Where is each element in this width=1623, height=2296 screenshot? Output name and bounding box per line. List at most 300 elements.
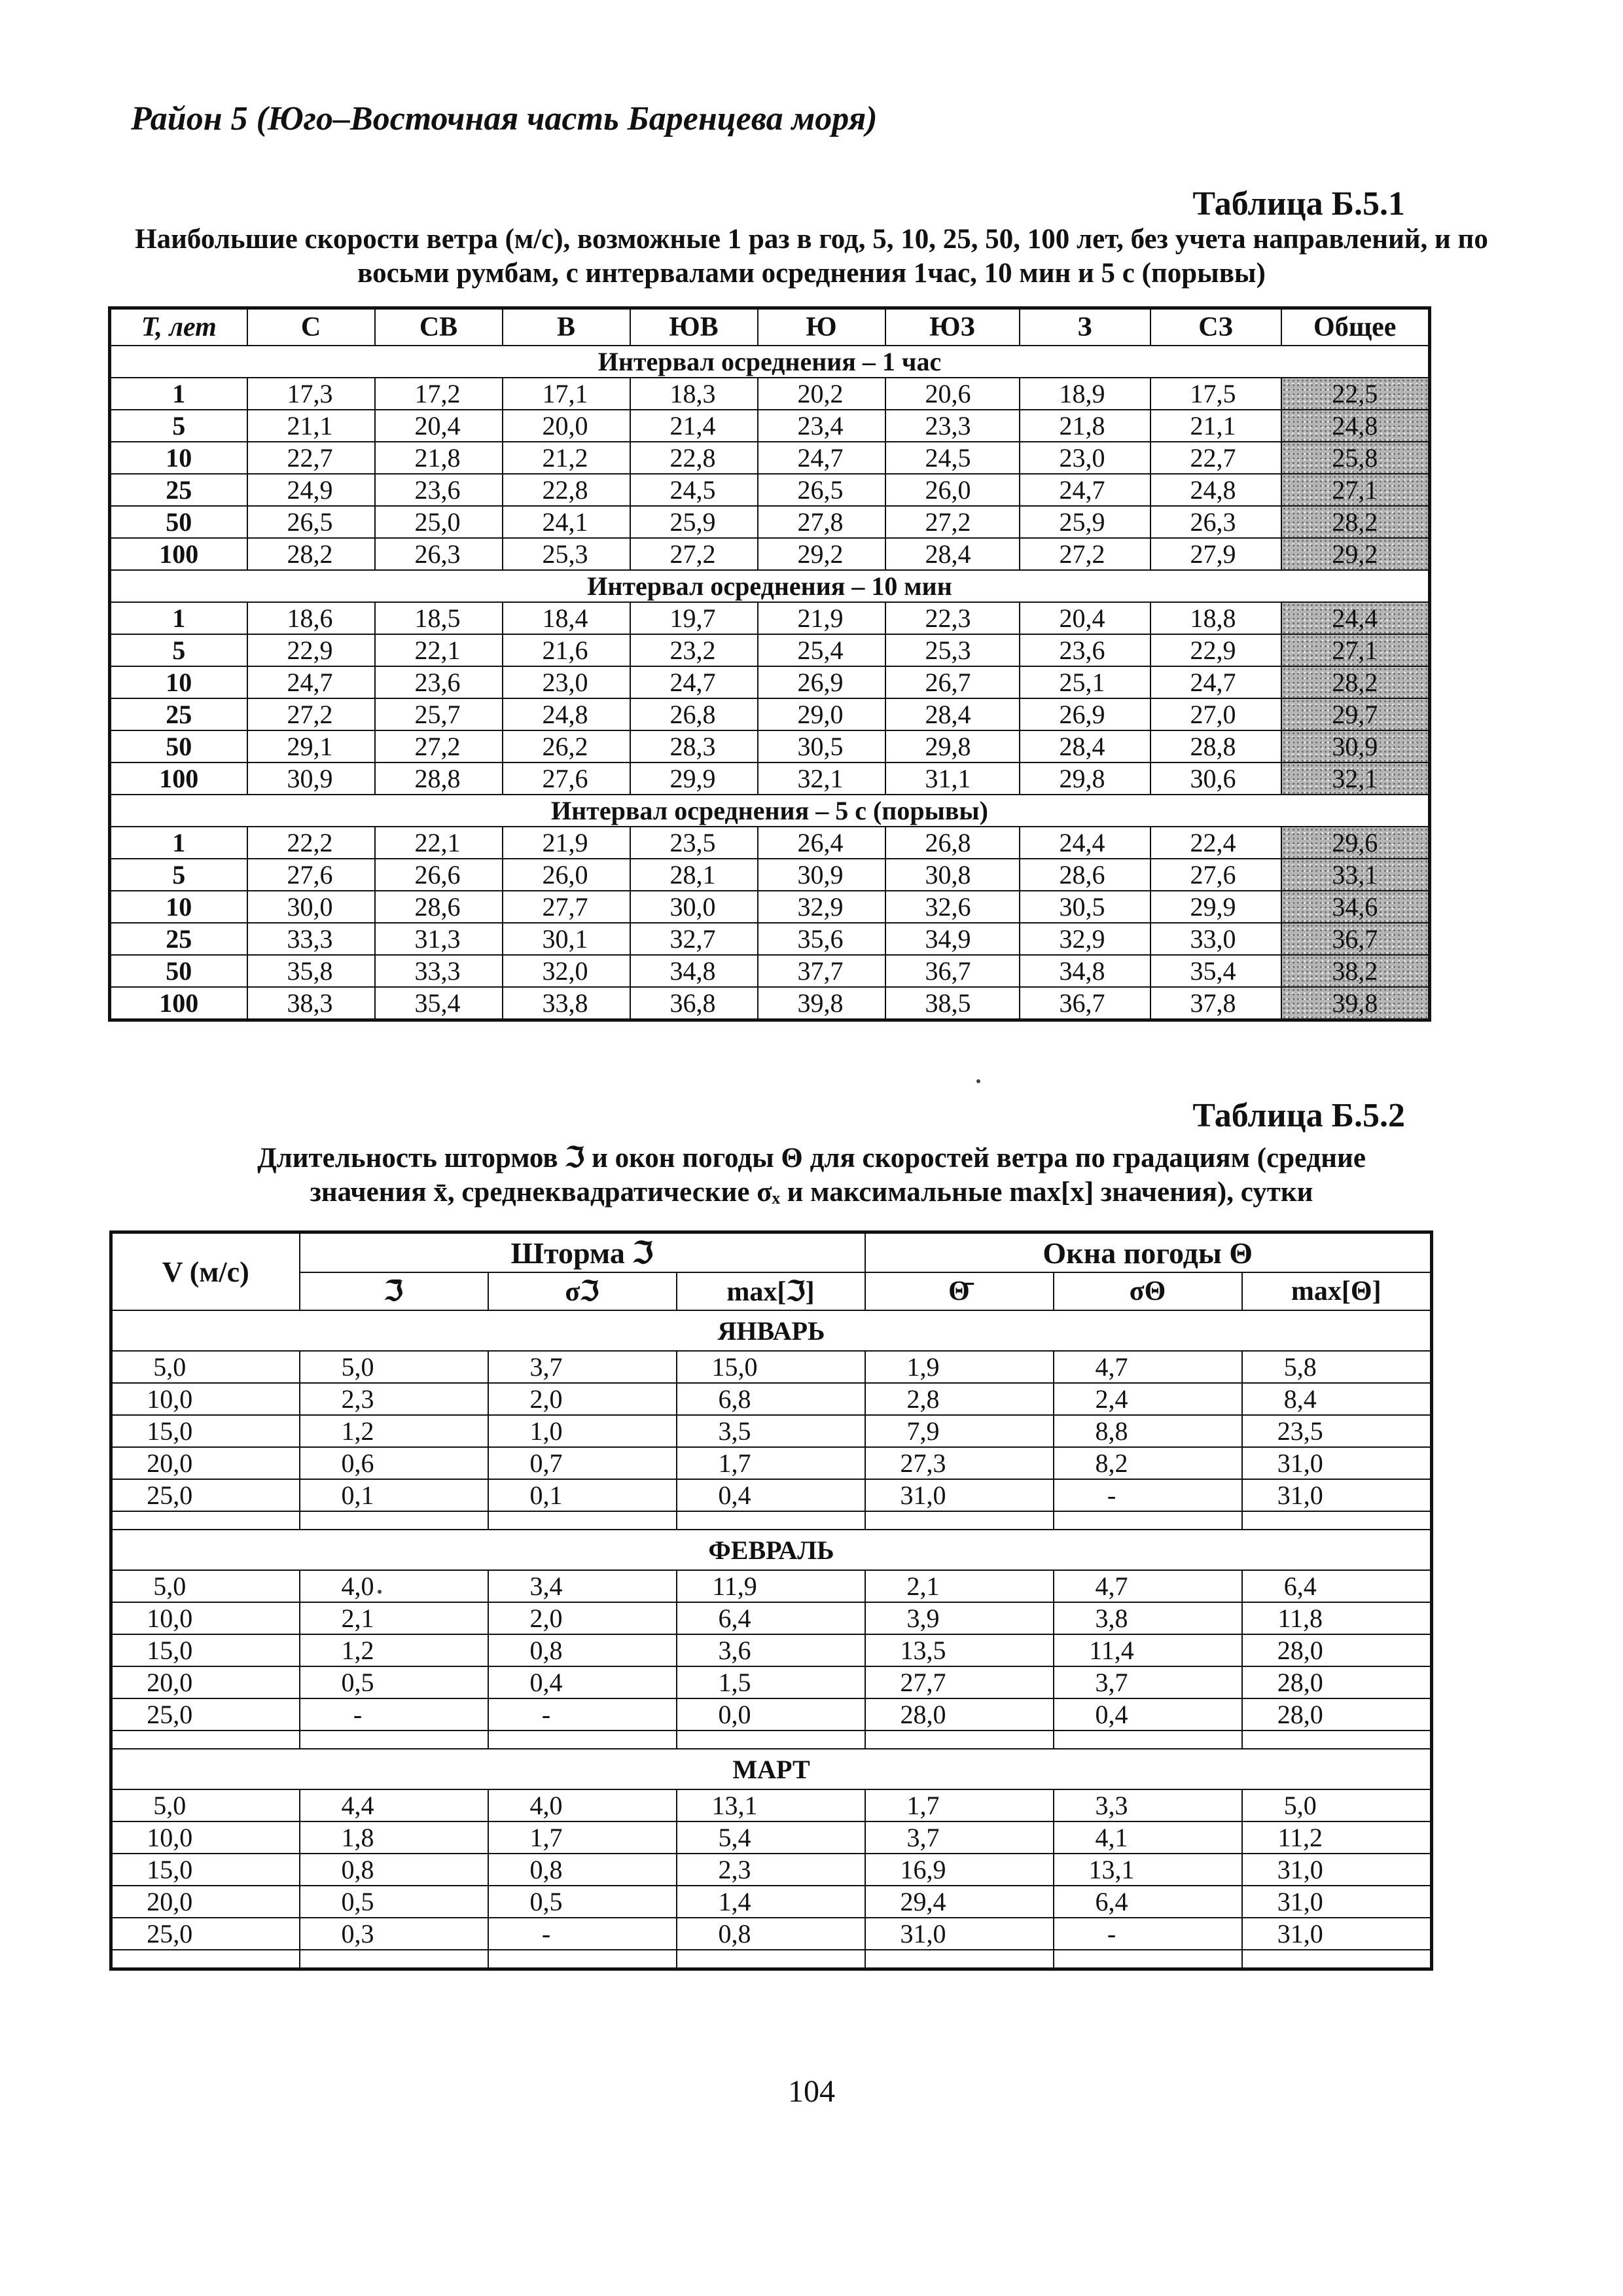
section-title: Интервал осреднения – 10 мин xyxy=(110,570,1430,602)
v-header: V (м/с) xyxy=(111,1232,300,1311)
table1-cell: 26,7 xyxy=(885,666,1020,698)
table1-cell: 21,1 xyxy=(247,410,375,442)
table1-cell: 20,6 xyxy=(885,378,1020,410)
table2-cell: 15,0 xyxy=(677,1351,865,1383)
table1-cell: 17,5 xyxy=(1150,378,1281,410)
table1-cell: 24,7 xyxy=(1150,666,1281,698)
table1-cell: 18,9 xyxy=(1020,378,1150,410)
table2-cell: 13,5 xyxy=(865,1634,1054,1666)
table2-cell: 0,5 xyxy=(300,1886,488,1918)
table1-cell: 24,8 xyxy=(1150,474,1281,506)
table2-cell: 8,8 xyxy=(1054,1415,1242,1447)
table1-cell: 26,9 xyxy=(1020,698,1150,730)
table1-cell: 27,6 xyxy=(1150,859,1281,891)
table2-cell: - xyxy=(488,1918,677,1950)
table1-cell: 29,1 xyxy=(247,730,375,762)
total-cell: 33,1 xyxy=(1281,859,1430,891)
table1-cell: 21,9 xyxy=(503,827,630,859)
table2-cell: 3,6 xyxy=(677,1634,865,1666)
table2-cell: 13,1 xyxy=(677,1789,865,1821)
table1-cell: 30,9 xyxy=(758,859,885,891)
table2-cell: 3,7 xyxy=(488,1351,677,1383)
table2-cell: 5,0 xyxy=(300,1351,488,1383)
table1-cell: 20,2 xyxy=(758,378,885,410)
table2-cell: - xyxy=(1054,1918,1242,1950)
table1-cell: 26,3 xyxy=(1150,506,1281,538)
table1-cell: 32,9 xyxy=(758,891,885,923)
scan-speck xyxy=(976,1079,980,1083)
table1-cell: 25,9 xyxy=(1020,506,1150,538)
table1-cell: 18,5 xyxy=(375,602,503,634)
table1-cell: 30,8 xyxy=(885,859,1020,891)
table1-cell: 18,6 xyxy=(247,602,375,634)
table1-cell: 22,1 xyxy=(375,827,503,859)
table1-header-cell: СВ xyxy=(375,308,503,346)
wind-speed-cell: 25,0 xyxy=(111,1918,300,1950)
table2-cell: 5,4 xyxy=(677,1821,865,1854)
table1-cell: 26,6 xyxy=(375,859,503,891)
table1-cell: 27,2 xyxy=(247,698,375,730)
scan-speck xyxy=(378,1590,382,1594)
region-title: Район 5 (Юго–Восточная часть Баренцева моря) xyxy=(131,100,878,137)
table1-cell: 28,4 xyxy=(885,698,1020,730)
wind-speed-cell: 10,0 xyxy=(111,1821,300,1854)
table1-cell: 23,4 xyxy=(758,410,885,442)
table2-cell: 1,2 xyxy=(300,1415,488,1447)
table1-cell: 29,8 xyxy=(1020,762,1150,795)
table1-cell: 39,8 xyxy=(758,987,885,1020)
return-period-cell: 25 xyxy=(110,923,247,955)
return-period-cell: 100 xyxy=(110,762,247,795)
wind-speed-cell: 20,0 xyxy=(111,1886,300,1918)
table1-cell: 30,1 xyxy=(503,923,630,955)
table2-cell: 11,4 xyxy=(1054,1634,1242,1666)
table2-cell: 0,8 xyxy=(488,1634,677,1666)
table1-cell: 23,5 xyxy=(630,827,758,859)
table1-header-cell: ЮЗ xyxy=(885,308,1020,346)
table2-cell: 8,2 xyxy=(1054,1447,1242,1479)
page-number: 104 xyxy=(788,2074,835,2109)
table1-cell: 23,0 xyxy=(1020,442,1150,474)
table1-cell: 28,1 xyxy=(630,859,758,891)
table1-cell: 25,9 xyxy=(630,506,758,538)
table1-cell: 33,8 xyxy=(503,987,630,1020)
table2-cell: 23,5 xyxy=(1242,1415,1432,1447)
table2-cell: 4,0 xyxy=(488,1789,677,1821)
return-period-cell: 50 xyxy=(110,506,247,538)
table1-cell: 31,1 xyxy=(885,762,1020,795)
table1-cell: 27,9 xyxy=(1150,538,1281,570)
storm-group-header: Шторма ℑ xyxy=(300,1232,865,1273)
wind-speed-cell: 10,0 xyxy=(111,1383,300,1415)
table1-cell: 22,7 xyxy=(1150,442,1281,474)
return-period-cell: 25 xyxy=(110,474,247,506)
return-period-cell: 1 xyxy=(110,602,247,634)
table1-cell: 33,0 xyxy=(1150,923,1281,955)
table1-cell: 23,6 xyxy=(375,474,503,506)
table2-subheader-cell: σΘ xyxy=(1054,1272,1242,1310)
table2-cell: 6,4 xyxy=(1242,1570,1432,1602)
table1-cell: 17,1 xyxy=(503,378,630,410)
table2-cell: 1,0 xyxy=(488,1415,677,1447)
table2-cell: - xyxy=(1054,1479,1242,1511)
wind-speed-cell: 10,0 xyxy=(111,1602,300,1634)
table1-cell: 30,6 xyxy=(1150,762,1281,795)
table1-cell: 25,4 xyxy=(758,634,885,666)
table1-cell: 34,8 xyxy=(630,955,758,987)
table2-cell: 1,4 xyxy=(677,1886,865,1918)
table2-cell: 2,8 xyxy=(865,1383,1054,1415)
return-period-cell: 1 xyxy=(110,378,247,410)
table2-cell: 4,1 xyxy=(1054,1821,1242,1854)
table2-cell: 2,0 xyxy=(488,1383,677,1415)
total-cell: 29,7 xyxy=(1281,698,1430,730)
table2-cell: 31,0 xyxy=(1242,1918,1432,1950)
table1-cell: 21,6 xyxy=(503,634,630,666)
table1-cell: 24,5 xyxy=(630,474,758,506)
table2-cell: 2,3 xyxy=(677,1854,865,1886)
window-group-header: Окна погоды Θ xyxy=(865,1232,1432,1273)
total-cell: 25,8 xyxy=(1281,442,1430,474)
table1-cell: 24,9 xyxy=(247,474,375,506)
return-period-cell: 5 xyxy=(110,859,247,891)
total-cell: 29,2 xyxy=(1281,538,1430,570)
table1-cell: 37,7 xyxy=(758,955,885,987)
table1-cell: 17,2 xyxy=(375,378,503,410)
table2-cell: 3,7 xyxy=(865,1821,1054,1854)
table1-cell: 21,8 xyxy=(375,442,503,474)
table2-cell: 4,0 xyxy=(300,1570,488,1602)
table1-cell: 27,2 xyxy=(1020,538,1150,570)
table1-cell: 35,6 xyxy=(758,923,885,955)
wind-speed-cell: 20,0 xyxy=(111,1666,300,1698)
total-cell: 28,2 xyxy=(1281,506,1430,538)
table1-header-cell: СЗ xyxy=(1150,308,1281,346)
table2-cell: 31,0 xyxy=(865,1918,1054,1950)
table1-cell: 26,0 xyxy=(503,859,630,891)
table2-cell: 3,4 xyxy=(488,1570,677,1602)
table2-cell: 2,3 xyxy=(300,1383,488,1415)
table1-cell: 33,3 xyxy=(247,923,375,955)
wind-speed-cell: 15,0 xyxy=(111,1415,300,1447)
table1-cell: 27,6 xyxy=(503,762,630,795)
wind-speed-cell: 25,0 xyxy=(111,1698,300,1731)
table1-cell: 20,0 xyxy=(503,410,630,442)
table2-cell: 1,8 xyxy=(300,1821,488,1854)
table1-cell: 30,5 xyxy=(758,730,885,762)
table1-header-cell: Общее xyxy=(1281,308,1430,346)
table1-cell: 20,4 xyxy=(375,410,503,442)
table1-cell: 38,5 xyxy=(885,987,1020,1020)
table1-cell: 36,7 xyxy=(885,955,1020,987)
table1-cell: 29,8 xyxy=(885,730,1020,762)
table2-cell: 0,1 xyxy=(300,1479,488,1511)
table2-description-line1: Длительность штормов ℑ и окон погоды Θ для скоростей ветра по градациям (средние xyxy=(257,1143,1366,1174)
table1-cell: 35,4 xyxy=(375,987,503,1020)
table1-cell: 36,7 xyxy=(1020,987,1150,1020)
table1-cell: 22,8 xyxy=(503,474,630,506)
total-cell: 22,5 xyxy=(1281,378,1430,410)
table1-cell: 27,0 xyxy=(1150,698,1281,730)
table1-cell: 23,6 xyxy=(1020,634,1150,666)
table1-cell: 18,8 xyxy=(1150,602,1281,634)
table1-cell: 30,9 xyxy=(247,762,375,795)
wind-speed-cell: 15,0 xyxy=(111,1634,300,1666)
table1-cell: 26,5 xyxy=(758,474,885,506)
table2-cell: 6,4 xyxy=(677,1602,865,1634)
wind-speed-cell: 15,0 xyxy=(111,1854,300,1886)
table1-cell: 30,0 xyxy=(247,891,375,923)
table2-subheader-cell: Θ̄ xyxy=(865,1272,1054,1310)
table2-cell: 31,0 xyxy=(1242,1886,1432,1918)
table2-cell: 31,0 xyxy=(865,1479,1054,1511)
table1-cell: 31,3 xyxy=(375,923,503,955)
table1-cell: 24,5 xyxy=(885,442,1020,474)
section-title: Интервал осреднения – 1 час xyxy=(110,346,1430,378)
table1-cell: 32,7 xyxy=(630,923,758,955)
table1-cell: 25,3 xyxy=(885,634,1020,666)
table2-cell: 5,8 xyxy=(1242,1351,1432,1383)
table2-cell: 4,4 xyxy=(300,1789,488,1821)
table2-cell: 31,0 xyxy=(1242,1447,1432,1479)
table1-cell: 28,3 xyxy=(630,730,758,762)
table1-cell: 22,1 xyxy=(375,634,503,666)
table2-cell: 3,3 xyxy=(1054,1789,1242,1821)
table1-cell: 24,7 xyxy=(630,666,758,698)
table2-cell: 16,9 xyxy=(865,1854,1054,1886)
table1-cell: 24,7 xyxy=(247,666,375,698)
table1-cell: 23,2 xyxy=(630,634,758,666)
table2-cell: 0,5 xyxy=(300,1666,488,1698)
wind-speed-cell: 5,0 xyxy=(111,1351,300,1383)
table2-cell: 27,3 xyxy=(865,1447,1054,1479)
table1-cell: 22,9 xyxy=(1150,634,1281,666)
table1-cell: 17,3 xyxy=(247,378,375,410)
table1-cell: 22,2 xyxy=(247,827,375,859)
table1-cell: 21,4 xyxy=(630,410,758,442)
total-cell: 24,8 xyxy=(1281,410,1430,442)
table1-cell: 20,4 xyxy=(1020,602,1150,634)
table2-cell: 0,8 xyxy=(300,1854,488,1886)
table2-cell: 0,4 xyxy=(1054,1698,1242,1731)
table2-cell: 13,1 xyxy=(1054,1854,1242,1886)
table1-caption: Таблица Б.5.1 xyxy=(1192,185,1405,223)
return-period-cell: 100 xyxy=(110,987,247,1020)
return-period-cell: 5 xyxy=(110,410,247,442)
section-title: Интервал осреднения – 5 с (порывы) xyxy=(110,795,1430,827)
total-cell: 39,8 xyxy=(1281,987,1430,1020)
table2-cell: 28,0 xyxy=(1242,1666,1432,1698)
table2-cell: 6,8 xyxy=(677,1383,865,1415)
total-cell: 28,2 xyxy=(1281,666,1430,698)
table1-cell: 23,3 xyxy=(885,410,1020,442)
month-title: ФЕВРАЛЬ xyxy=(111,1530,1432,1570)
table1-cell: 29,9 xyxy=(630,762,758,795)
return-period-cell: 10 xyxy=(110,442,247,474)
table1-cell: 24,8 xyxy=(503,698,630,730)
return-period-cell: 10 xyxy=(110,891,247,923)
table1-cell: 21,1 xyxy=(1150,410,1281,442)
table1-cell: 24,4 xyxy=(1020,827,1150,859)
table1-cell: 29,0 xyxy=(758,698,885,730)
table2-cell: 1,7 xyxy=(865,1789,1054,1821)
wind-speed-cell: 20,0 xyxy=(111,1447,300,1479)
table1-cell: 35,8 xyxy=(247,955,375,987)
table2-cell: 0,0 xyxy=(677,1698,865,1731)
return-period-cell: 10 xyxy=(110,666,247,698)
table2-cell: 4,7 xyxy=(1054,1351,1242,1383)
table1-cell: 26,8 xyxy=(885,827,1020,859)
table2-cell: 0,8 xyxy=(677,1918,865,1950)
table1-cell: 32,1 xyxy=(758,762,885,795)
table2-cell: 1,7 xyxy=(488,1821,677,1854)
table1-cell: 26,0 xyxy=(885,474,1020,506)
table2-subheader-cell: max[Θ] xyxy=(1242,1272,1432,1310)
table1-cell: 28,6 xyxy=(375,891,503,923)
month-title: МАРТ xyxy=(111,1749,1432,1789)
table1-cell: 25,3 xyxy=(503,538,630,570)
table1-cell: 28,8 xyxy=(375,762,503,795)
table1-cell: 22,8 xyxy=(630,442,758,474)
total-cell: 36,7 xyxy=(1281,923,1430,955)
wind-speed-cell: 5,0 xyxy=(111,1789,300,1821)
table2-cell: 1,5 xyxy=(677,1666,865,1698)
table2-subheader-cell: σℑ xyxy=(488,1272,677,1310)
return-period-cell: 1 xyxy=(110,827,247,859)
table1-cell: 30,5 xyxy=(1020,891,1150,923)
return-period-cell: 25 xyxy=(110,698,247,730)
table2-cell: 0,7 xyxy=(488,1447,677,1479)
table2-cell: 31,0 xyxy=(1242,1854,1432,1886)
table2-cell: 2,0 xyxy=(488,1602,677,1634)
table1-cell: 18,3 xyxy=(630,378,758,410)
table2-cell: 0,6 xyxy=(300,1447,488,1479)
table2-cell: 0,3 xyxy=(300,1918,488,1950)
table2-subheader-cell: ℑ̄ xyxy=(300,1272,488,1310)
table2-cell: 29,4 xyxy=(865,1886,1054,1918)
table2-cell: 2,1 xyxy=(865,1570,1054,1602)
table1-cell: 32,0 xyxy=(503,955,630,987)
table2-cell: 1,7 xyxy=(677,1447,865,1479)
table2-cell: 27,7 xyxy=(865,1666,1054,1698)
wind-speed-cell: 25,0 xyxy=(111,1479,300,1511)
table1-cell: 26,4 xyxy=(758,827,885,859)
table1-cell: 27,8 xyxy=(758,506,885,538)
table1-cell: 21,2 xyxy=(503,442,630,474)
table1-cell: 28,8 xyxy=(1150,730,1281,762)
return-period-cell: 5 xyxy=(110,634,247,666)
table1-cell: 22,9 xyxy=(247,634,375,666)
total-cell: 38,2 xyxy=(1281,955,1430,987)
table1-cell: 27,2 xyxy=(885,506,1020,538)
table2-cell: 0,1 xyxy=(488,1479,677,1511)
table1-cell: 26,9 xyxy=(758,666,885,698)
total-cell: 29,6 xyxy=(1281,827,1430,859)
table1-cell: 35,4 xyxy=(1150,955,1281,987)
table2-cell: 11,2 xyxy=(1242,1821,1432,1854)
table1-cell: 38,3 xyxy=(247,987,375,1020)
table1-cell: 25,0 xyxy=(375,506,503,538)
table2-cell: 1,9 xyxy=(865,1351,1054,1383)
table2-cell: 11,8 xyxy=(1242,1602,1432,1634)
table2-cell: 0,5 xyxy=(488,1886,677,1918)
table2-cell: - xyxy=(300,1698,488,1731)
table1-cell: 28,2 xyxy=(247,538,375,570)
table2-cell: 2,1 xyxy=(300,1602,488,1634)
table2-cell: 0,8 xyxy=(488,1854,677,1886)
table1-header-cell: В xyxy=(503,308,630,346)
table1-cell: 27,6 xyxy=(247,859,375,891)
table1-header-cell: С xyxy=(247,308,375,346)
return-period-cell: 100 xyxy=(110,538,247,570)
table1-cell: 27,7 xyxy=(503,891,630,923)
table1-cell: 32,9 xyxy=(1020,923,1150,955)
table1-cell: 23,0 xyxy=(503,666,630,698)
table1-cell: 25,1 xyxy=(1020,666,1150,698)
total-cell: 24,4 xyxy=(1281,602,1430,634)
table1-cell: 34,9 xyxy=(885,923,1020,955)
table2-cell: 6,4 xyxy=(1054,1886,1242,1918)
table2-subheader-cell: max[ℑ] xyxy=(677,1272,865,1310)
table1-cell: 27,2 xyxy=(630,538,758,570)
table2-cell: 1,2 xyxy=(300,1634,488,1666)
total-cell: 30,9 xyxy=(1281,730,1430,762)
table1-cell: 34,8 xyxy=(1020,955,1150,987)
table1-cell: 29,2 xyxy=(758,538,885,570)
table1-cell: 26,2 xyxy=(503,730,630,762)
table1-cell: 24,7 xyxy=(758,442,885,474)
table2-cell: 2,4 xyxy=(1054,1383,1242,1415)
table2-cell: 5,0 xyxy=(1242,1789,1432,1821)
table1-cell: 24,1 xyxy=(503,506,630,538)
table1-cell: 19,7 xyxy=(630,602,758,634)
table1-cell: 30,0 xyxy=(630,891,758,923)
wind-speed-cell: 5,0 xyxy=(111,1570,300,1602)
table1-cell: 36,8 xyxy=(630,987,758,1020)
table2-cell: 28,0 xyxy=(1242,1698,1432,1731)
table1-cell: 28,4 xyxy=(885,538,1020,570)
table2-cell: 7,9 xyxy=(865,1415,1054,1447)
table1-header-cell: З xyxy=(1020,308,1150,346)
table2-cell: 28,0 xyxy=(1242,1634,1432,1666)
table1-header-cell: T, лет xyxy=(110,308,247,346)
total-cell: 32,1 xyxy=(1281,762,1430,795)
table1-cell: 33,3 xyxy=(375,955,503,987)
table1-cell: 27,2 xyxy=(375,730,503,762)
table1-cell: 37,8 xyxy=(1150,987,1281,1020)
return-period-cell: 50 xyxy=(110,955,247,987)
table1-cell: 25,7 xyxy=(375,698,503,730)
table1-cell: 21,9 xyxy=(758,602,885,634)
table1-cell: 21,8 xyxy=(1020,410,1150,442)
total-cell: 34,6 xyxy=(1281,891,1430,923)
return-period-cell: 50 xyxy=(110,730,247,762)
table2-cell: 0,4 xyxy=(488,1666,677,1698)
table2-cell: 0,4 xyxy=(677,1479,865,1511)
total-cell: 27,1 xyxy=(1281,474,1430,506)
total-cell: 27,1 xyxy=(1281,634,1430,666)
table2-cell: 3,7 xyxy=(1054,1666,1242,1698)
table2-description-line2: значения x̄, среднеквадратические σₓ и максимальные max[x] значения), сутки xyxy=(310,1177,1313,1208)
table2-cell: 3,9 xyxy=(865,1602,1054,1634)
table1-cell: 22,3 xyxy=(885,602,1020,634)
table1-cell: 29,9 xyxy=(1150,891,1281,923)
table2-cell: 31,0 xyxy=(1242,1479,1432,1511)
table1-cell: 22,7 xyxy=(247,442,375,474)
table2-cell: 4,7 xyxy=(1054,1570,1242,1602)
table1-description: Наибольшие скорости ветра (м/с), возможные 1 раз в год, 5, 10, 25, 50, 100 лет, без учета направлений, и по восьми румбам, с интервалами осреднения 1час, 10 мин и 5 с (порывы) xyxy=(135,224,1488,289)
table2-caption: Таблица Б.5.2 xyxy=(1192,1097,1405,1134)
